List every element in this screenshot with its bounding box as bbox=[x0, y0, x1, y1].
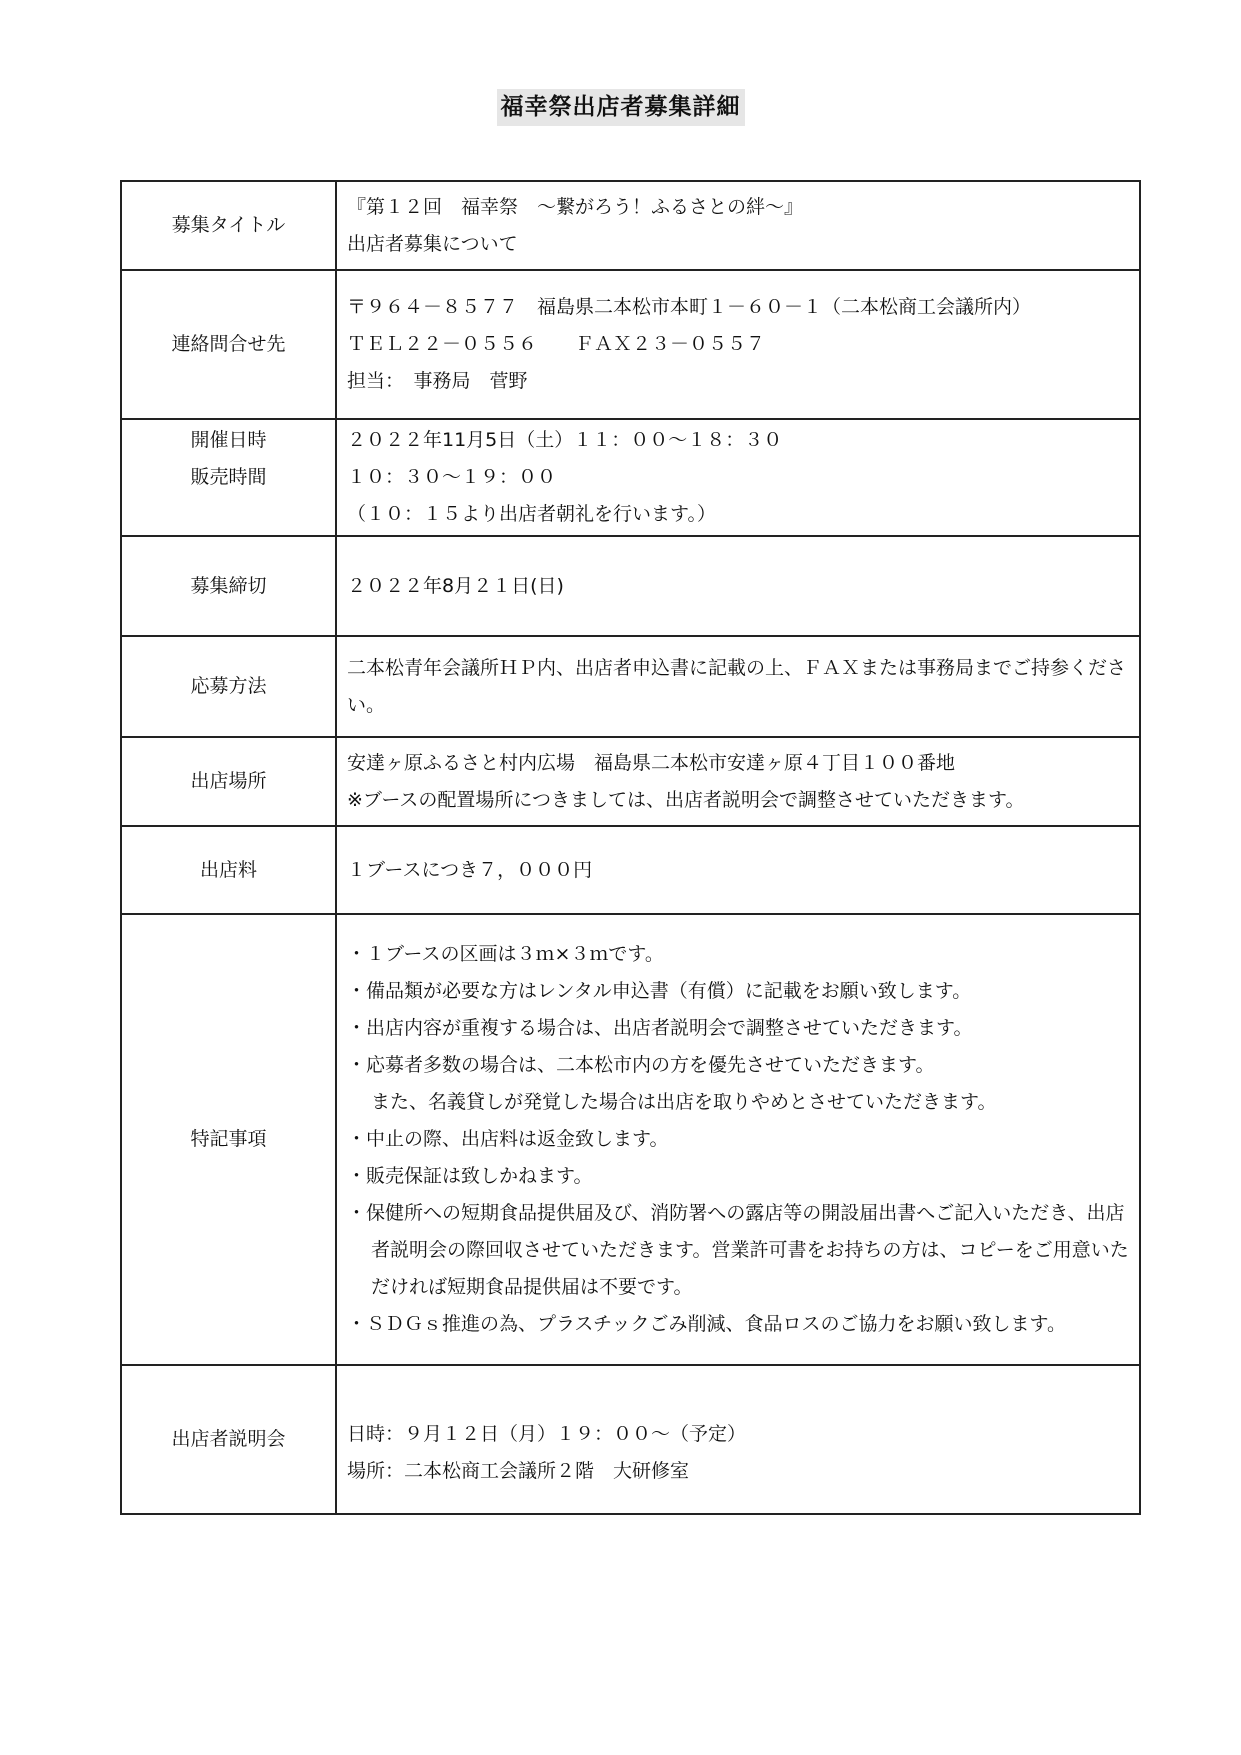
detail-table bbox=[120, 180, 1141, 1515]
value-line: ２０２２年11月5日（土）１１：００～１８：３０ bbox=[347, 429, 783, 451]
value-text: 二本松青年会議所ＨＰ内、出店者申込書に記載の上、ＦＡＸまたは事務局までご持参ください。 bbox=[347, 656, 1127, 716]
row-label: 募集締切 bbox=[121, 536, 336, 636]
value-line: ２０２２年8月２１日(日) bbox=[347, 574, 564, 597]
note-item: ・備品類が必要な方はレンタル申込書（有償）に記載をお願い致します。 bbox=[347, 980, 972, 1002]
table-row-title bbox=[121, 181, 1140, 270]
note-item: ・保健所への短期食品提供届及び、消防署への露店等の開設届出書へご記入いただき、出店者説明会の際回収させていただきます。営業許可書をお持ちの方は、コピーをご用意いただければ短期食品提供届は不要です。 bbox=[347, 1202, 1129, 1298]
row-label: 特記事項 bbox=[121, 914, 336, 1365]
value-line: 出店者募集について bbox=[347, 232, 518, 255]
table-row-venue bbox=[121, 737, 1140, 826]
row-value bbox=[336, 636, 1140, 737]
table-row-notes bbox=[121, 914, 1140, 1365]
row-value bbox=[336, 914, 1140, 1365]
row-label: 応募方法 bbox=[121, 636, 336, 737]
row-label: 出店者説明会 bbox=[121, 1365, 336, 1514]
value-line: 日時：９月１２日（月）１９：００～（予定） bbox=[347, 1422, 747, 1445]
value-line: １ブースにつき７，０００円 bbox=[347, 858, 593, 881]
table-row-schedule bbox=[121, 419, 1140, 536]
row-value bbox=[336, 419, 1140, 536]
row-value bbox=[336, 181, 1140, 270]
label-line: 販売時間 bbox=[190, 466, 267, 488]
note-item: ・中止の際、出店料は返金致します。 bbox=[347, 1128, 669, 1150]
value-line: 安達ヶ原ふるさと村内広場 福島県二本松市安達ヶ原４丁目１００番地 bbox=[347, 751, 956, 774]
note-item: ・１ブースの区画は３ｍ×３ｍです。 bbox=[347, 943, 664, 965]
note-item: ・ＳＤＧｓ推進の為、プラスチックごみ削減、食品ロスのご協力をお願い致します。 bbox=[347, 1313, 1066, 1335]
value-line: １０：３０～１９：００ bbox=[347, 466, 557, 488]
row-value bbox=[336, 737, 1140, 826]
row-value bbox=[336, 1365, 1140, 1514]
table-row-contact bbox=[121, 270, 1140, 419]
value-line: ＴＥＬ２２－０５５６ ＦＡＸ２３－０５５７ bbox=[347, 333, 766, 355]
row-value bbox=[336, 826, 1140, 914]
note-item: ・出店内容が重複する場合は、出店者説明会で調整させていただきます。 bbox=[347, 1017, 973, 1039]
document-title: 福幸祭出店者募集詳細 bbox=[497, 89, 745, 126]
row-label: 出店料 bbox=[121, 826, 336, 914]
value-line: 〒９６４－８５７７ 福島県二本松市本町１－６０－１（二本松商工会議所内） bbox=[347, 296, 1032, 318]
row-label: 連絡問合せ先 bbox=[121, 270, 336, 419]
note-item: ・応募者多数の場合は、二本松市内の方を優先させていただきます。 bbox=[347, 1054, 935, 1076]
note-item: ・販売保証は致しかねます。 bbox=[347, 1165, 593, 1187]
value-line: 担当： 事務局 菅野 bbox=[347, 370, 528, 392]
row-value bbox=[336, 270, 1140, 419]
value-line: 『第１２回 福幸祭 ～繋がろう！ふるさとの絆～』 bbox=[347, 195, 804, 218]
table-row-deadline bbox=[121, 536, 1140, 636]
label-line: 開催日時 bbox=[190, 429, 267, 451]
value-line: 場所：二本松商工会議所２階 大研修室 bbox=[347, 1459, 690, 1482]
title-wrap bbox=[0, 89, 1241, 126]
row-label bbox=[121, 419, 336, 536]
value-line: ※ブースの配置場所につきましては、出店者説明会で調整させていただきます。 bbox=[347, 788, 1025, 811]
note-item-continuation: また、名義貸しが発覚した場合は出店を取りやめとさせていただきます。 bbox=[371, 1091, 997, 1113]
table-row-method bbox=[121, 636, 1140, 737]
row-value bbox=[336, 536, 1140, 636]
row-label: 出店場所 bbox=[121, 737, 336, 826]
table-row-fee bbox=[121, 826, 1140, 914]
row-label: 募集タイトル bbox=[121, 181, 336, 270]
table-row-briefing bbox=[121, 1365, 1140, 1514]
value-line: （１０：１５より出店者朝礼を行います。） bbox=[347, 503, 716, 525]
